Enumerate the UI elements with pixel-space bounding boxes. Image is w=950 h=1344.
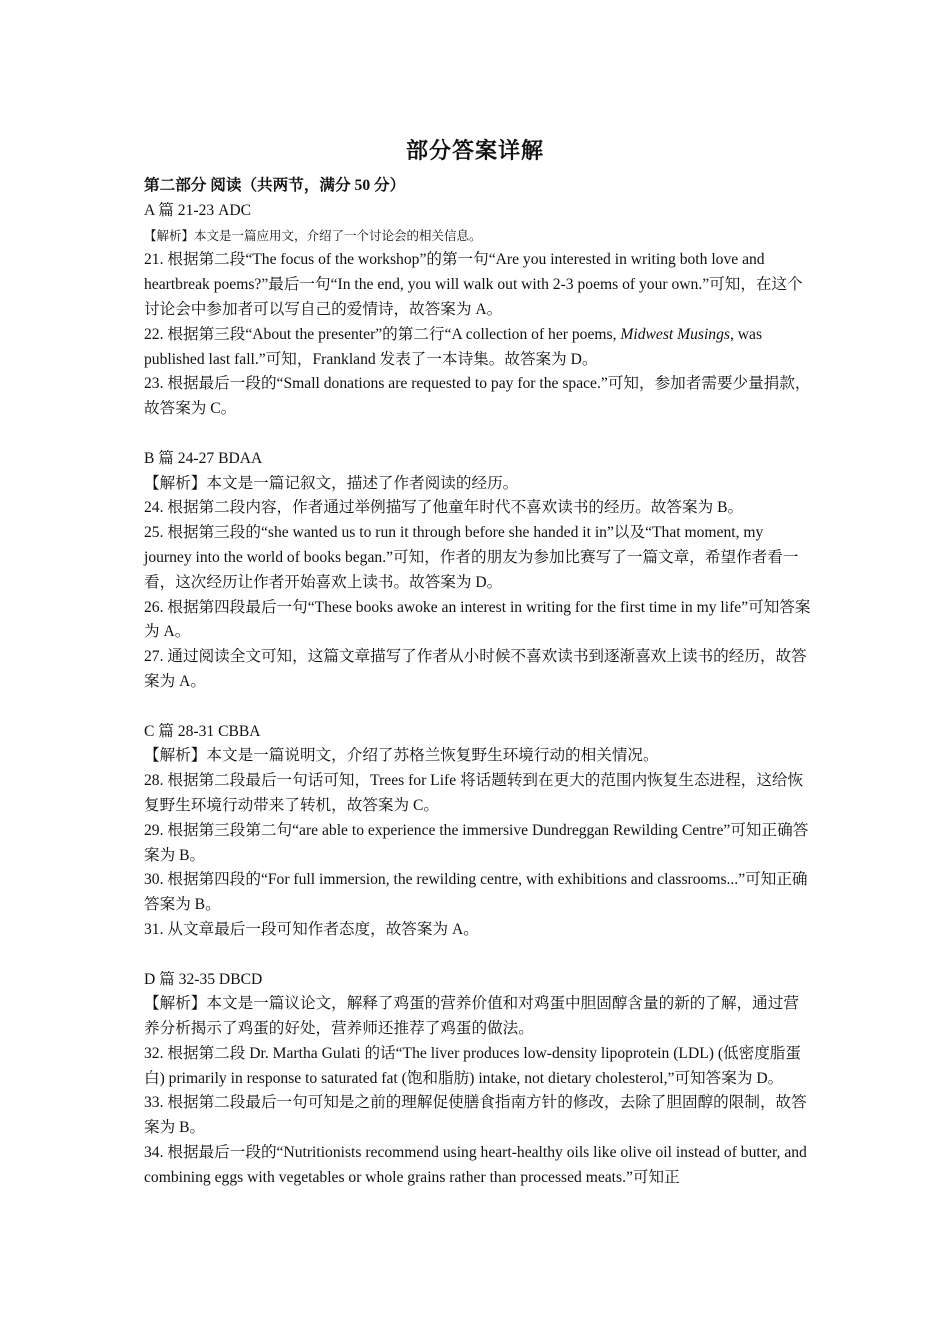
answer-29: 29. 根据第三段第二句“are able to experience the immersive Dundreggan Rewilding Centre”可知正确答案为 B。 <box>144 821 809 864</box>
answer-22 <box>144 323 814 373</box>
section-a-header: A 篇 21-23 ADC <box>144 201 251 219</box>
answer-23: 23. 根据最后一段的“Small donations are requested to pay for the space.”可知，参加者需要少量捐款，故答案为 C。 <box>144 375 811 418</box>
section-c-analysis: 【解析】本文是一篇说明文，介绍了苏格兰恢复野生环境行动的相关情况。 <box>144 747 659 765</box>
answer-22-text-a: 22. 根据第三段“About the presenter”的第二行“A collection of her poems, <box>144 325 621 343</box>
answer-28: 28. 根据第二段最后一句话可知，Trees for Life 将话题转到在更大的范围内恢复生态进程，这给恢复野生环境行动带来了转机，故答案为 C。 <box>144 772 804 814</box>
section-d-header: D 篇 32-35 DBCD <box>144 970 263 988</box>
answer-33: 33. 根据第二段最后一句可知是之前的理解促使膳食指南方针的修改，去除了胆固醇的限制，故答案为 B。 <box>144 1094 807 1137</box>
section-b-analysis: 【解析】本文是一篇记叙文，描述了作者阅读的经历。 <box>144 474 519 492</box>
answer-31: 31. 从文章最后一段可知作者态度，故答案为 A。 <box>144 920 479 938</box>
answer-25: 25. 根据第三段的“she wanted us to run it through before she handed it in”以及“That moment, my journey into the world of books began.”可知，作者的朋友为参加比赛写了一篇文章，希望作者看一看，这次经历让作者开始喜欢上读书。故答案为 D。 <box>144 524 799 591</box>
spacer <box>144 422 814 447</box>
answer-32: 32. 根据第二段 Dr. Martha Gulati 的话“The liver produces low-density lipoprotein (LDL) (低密度脂蛋白) primarily in response to saturated fat (饱和脂肪) intake, not dietary cholesterol,”可知答案为 D。 <box>144 1044 801 1087</box>
answer-22-text-b: , was published last fall.”可知，Frankland 发表了一本诗集。故答案为 D。 <box>144 325 763 368</box>
answer-22-book-title: Midwest Musings <box>620 325 730 343</box>
answer-24: 24. 根据第二段内容，作者通过举例描写了他童年时代不喜欢读书的经历。故答案为 B。 <box>144 499 744 517</box>
answer-26: 26. 根据第四段最后一句“These books awoke an interest in writing for the first time in my life”可知答案为 A。 <box>144 598 811 641</box>
part-heading: 第二部分 阅读（共两节，满分 50 分） <box>144 177 406 194</box>
page-title: 部分答案详解 <box>405 138 544 163</box>
section-a-analysis: 【解析】本文是一篇应用文，介绍了一个讨论会的相关信息。 <box>144 228 482 243</box>
spacer <box>144 695 814 720</box>
answer-34: 34. 根据最后一段的“Nutritionists recommend using heart-healthy oils like olive oil instead of butter, and combining eggs with vegetables or whole grains rather than processed meats.”可知正 <box>144 1144 807 1186</box>
answer-21: 21. 根据第二段“The focus of the workshop”的第一句“Are you interested in writing both love and heartbreak poems?”最后一句“In the end, you will walk out with 2-3 poems of your own.”可知，在这个讨论会中参加者可以写自己的爱情诗，故答案为 A。 <box>144 251 803 318</box>
document-body <box>144 174 814 1191</box>
answer-30: 30. 根据第四段的“For full immersion, the rewilding centre, with exhibitions and classrooms...”可知正确答案为 B。 <box>144 871 808 914</box>
section-b-header: B 篇 24-27 BDAA <box>144 449 263 467</box>
section-d-analysis: 【解析】本文是一篇议论文，解释了鸡蛋的营养价值和对鸡蛋中胆固醇含量的新的了解，通过营养分析揭示了鸡蛋的好处，营养师还推荐了鸡蛋的做法。 <box>144 995 799 1038</box>
section-c-header: C 篇 28-31 CBBA <box>144 722 261 740</box>
answer-27: 27. 通过阅读全文可知，这篇文章描写了作者从小时候不喜欢读书到逐渐喜欢上读书的经历，故答案为 A。 <box>144 648 807 690</box>
spacer <box>144 943 814 968</box>
